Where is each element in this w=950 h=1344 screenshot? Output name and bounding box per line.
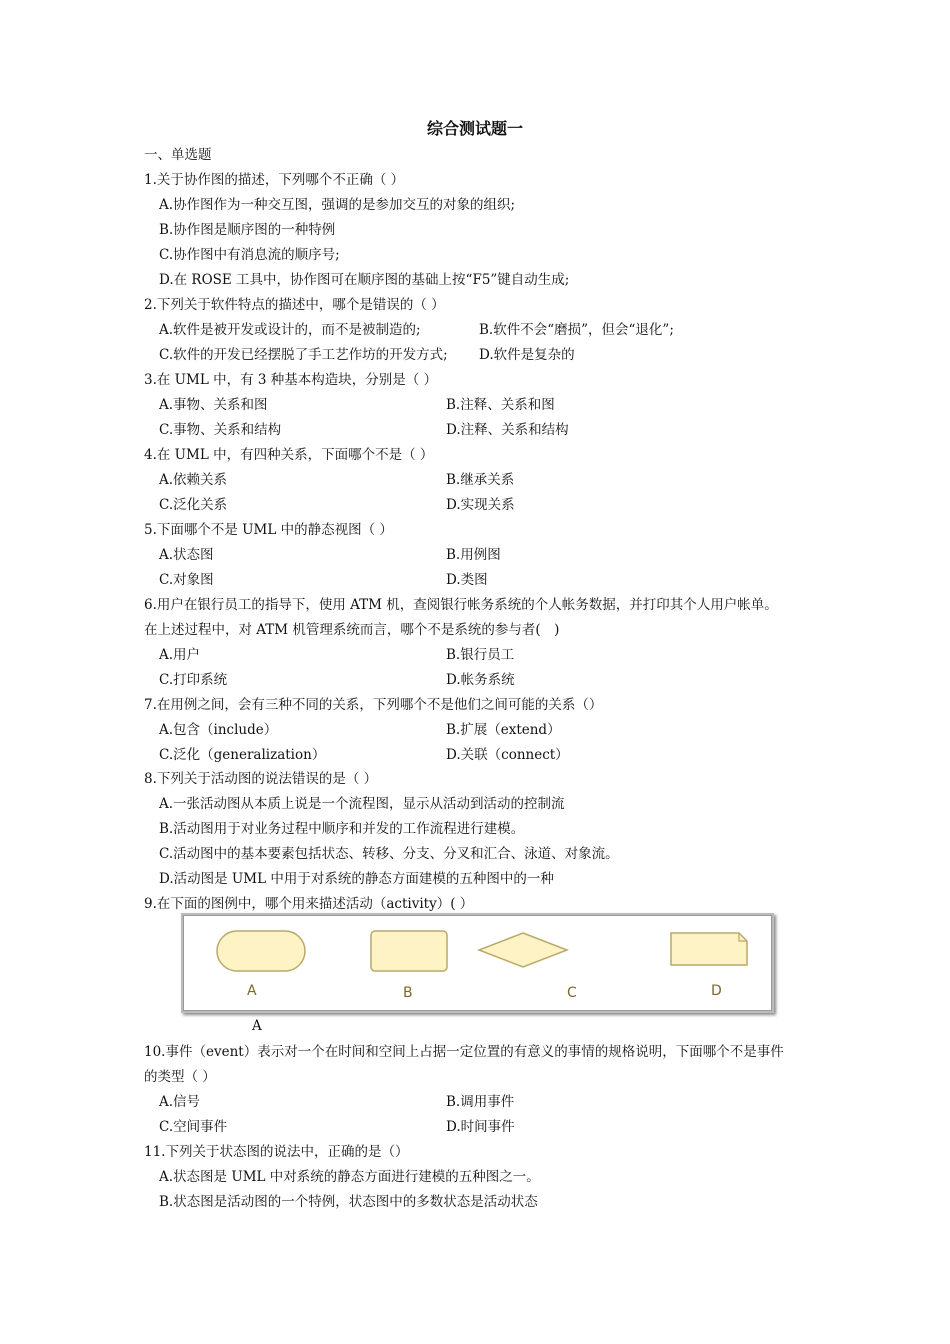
question-stem: 7.在用例之间，会有三种不同的关系，下列哪个不是他们之间可能的关系（） bbox=[144, 697, 603, 713]
option: C.协作图中有消息流的顺序号; bbox=[159, 247, 340, 263]
section-heading: 一、单选题 bbox=[144, 147, 212, 163]
option: C.事物、关系和结构 bbox=[159, 422, 282, 438]
option: A.依赖关系 bbox=[159, 472, 228, 488]
option: C.空间事件 bbox=[159, 1119, 228, 1135]
figure-label-c: C bbox=[567, 985, 577, 1001]
option: B.注释、关系和图 bbox=[446, 397, 555, 413]
figure-label-d: D bbox=[711, 983, 722, 999]
option: D.帐务系统 bbox=[446, 672, 515, 688]
option: A.包含（include） bbox=[159, 722, 278, 738]
option: D.软件是复杂的 bbox=[479, 347, 575, 363]
option: C.活动图中的基本要素包括状态、转移、分支、分叉和汇合、泳道、对象流。 bbox=[159, 846, 619, 862]
option: D.活动图是 UML 中用于对系统的静态方面建模的五种图中的一种 bbox=[159, 871, 554, 887]
question-stem: 3.在 UML 中，有 3 种基本构造块，分别是（ ） bbox=[144, 372, 438, 388]
option: A.信号 bbox=[159, 1094, 201, 1110]
option: A.状态图是 UML 中对系统的静态方面进行建模的五种图之一。 bbox=[159, 1169, 540, 1185]
option: D.时间事件 bbox=[446, 1119, 515, 1135]
option: B.软件不会“磨损”，但会“退化”; bbox=[479, 322, 674, 338]
question-stem: 4.在 UML 中，有四种关系，下面哪个不是（ ） bbox=[144, 447, 434, 463]
option: C.泛化关系 bbox=[159, 497, 228, 513]
question-stem: 6.用户在银行员工的指导下，使用 ATM 机，查阅银行帐务系统的个人帐务数据，并打印其个人用户帐单。 bbox=[144, 597, 778, 613]
option: B.用例图 bbox=[446, 547, 501, 563]
shapes-svg bbox=[183, 915, 772, 1011]
option: A.用户 bbox=[159, 647, 201, 663]
option: D.在 ROSE 工具中，协作图可在顺序图的基础上按“F5”键自动生成; bbox=[159, 272, 570, 288]
decision-diamond-shape bbox=[479, 933, 567, 967]
option: D.注释、关系和结构 bbox=[446, 422, 569, 438]
state-rect-shape bbox=[371, 931, 447, 971]
figure-label-b: B bbox=[403, 985, 413, 1001]
page-title: 综合测试题一 bbox=[426, 119, 523, 138]
option: D.类图 bbox=[446, 572, 488, 588]
option: B.继承关系 bbox=[446, 472, 515, 488]
question-stem: 8.下列关于活动图的说法错误的是（ ） bbox=[144, 771, 378, 787]
option: C.对象图 bbox=[159, 572, 214, 588]
question-stem: 10.事件（event）表示对一个在时间和空间上占据一定位置的有意义的事情的规格说明，下面哪个不是事件 bbox=[144, 1044, 784, 1060]
question-stem: 1.关于协作图的描述，下列哪个不正确（ ） bbox=[144, 172, 405, 188]
question-stem: 2.下列关于软件特点的描述中，哪个是错误的（ ） bbox=[144, 297, 445, 313]
figure-label-a: A bbox=[247, 983, 257, 999]
option: B.协作图是顺序图的一种特例 bbox=[159, 222, 336, 238]
option: B.银行员工 bbox=[446, 647, 515, 663]
question-stem: 11.下列关于状态图的说法中，正确的是（） bbox=[144, 1144, 409, 1160]
answer-text: A bbox=[252, 1018, 262, 1034]
question-stem-continued: 的类型（ ） bbox=[144, 1069, 216, 1085]
note-shape bbox=[671, 933, 747, 965]
option: A.一张活动图从本质上说是一个流程图，显示从活动到活动的控制流 bbox=[159, 796, 565, 812]
option: C.泛化（generalization） bbox=[159, 747, 326, 763]
option: D.关联（connect） bbox=[446, 747, 569, 763]
question-stem: 5.下面哪个不是 UML 中的静态视图（ ） bbox=[144, 522, 393, 538]
option: D.实现关系 bbox=[446, 497, 515, 513]
option: B.调用事件 bbox=[446, 1094, 515, 1110]
uml-shapes-figure bbox=[181, 913, 774, 1013]
option: A.事物、关系和图 bbox=[159, 397, 268, 413]
option: A.协作图作为一种交互图，强调的是参加交互的对象的组织; bbox=[159, 197, 516, 213]
question-stem: 9.在下面的图例中，哪个用来描述活动（activity）( ） bbox=[144, 896, 474, 912]
question-stem-continued: 在上述过程中，对 ATM 机管理系统而言，哪个不是系统的参与者( ) bbox=[144, 622, 560, 638]
option: B.扩展（extend） bbox=[446, 722, 561, 738]
option: C.打印系统 bbox=[159, 672, 228, 688]
option: C.软件的开发已经摆脱了手工艺作坊的开发方式; bbox=[159, 347, 448, 363]
activity-shape bbox=[217, 931, 305, 971]
option: A.状态图 bbox=[159, 547, 214, 563]
option: B.状态图是活动图的一个特例，状态图中的多数状态是活动状态 bbox=[159, 1194, 538, 1210]
option: B.活动图用于对业务过程中顺序和并发的工作流程进行建模。 bbox=[159, 821, 525, 837]
option: A.软件是被开发或设计的，而不是被制造的; bbox=[159, 322, 421, 338]
